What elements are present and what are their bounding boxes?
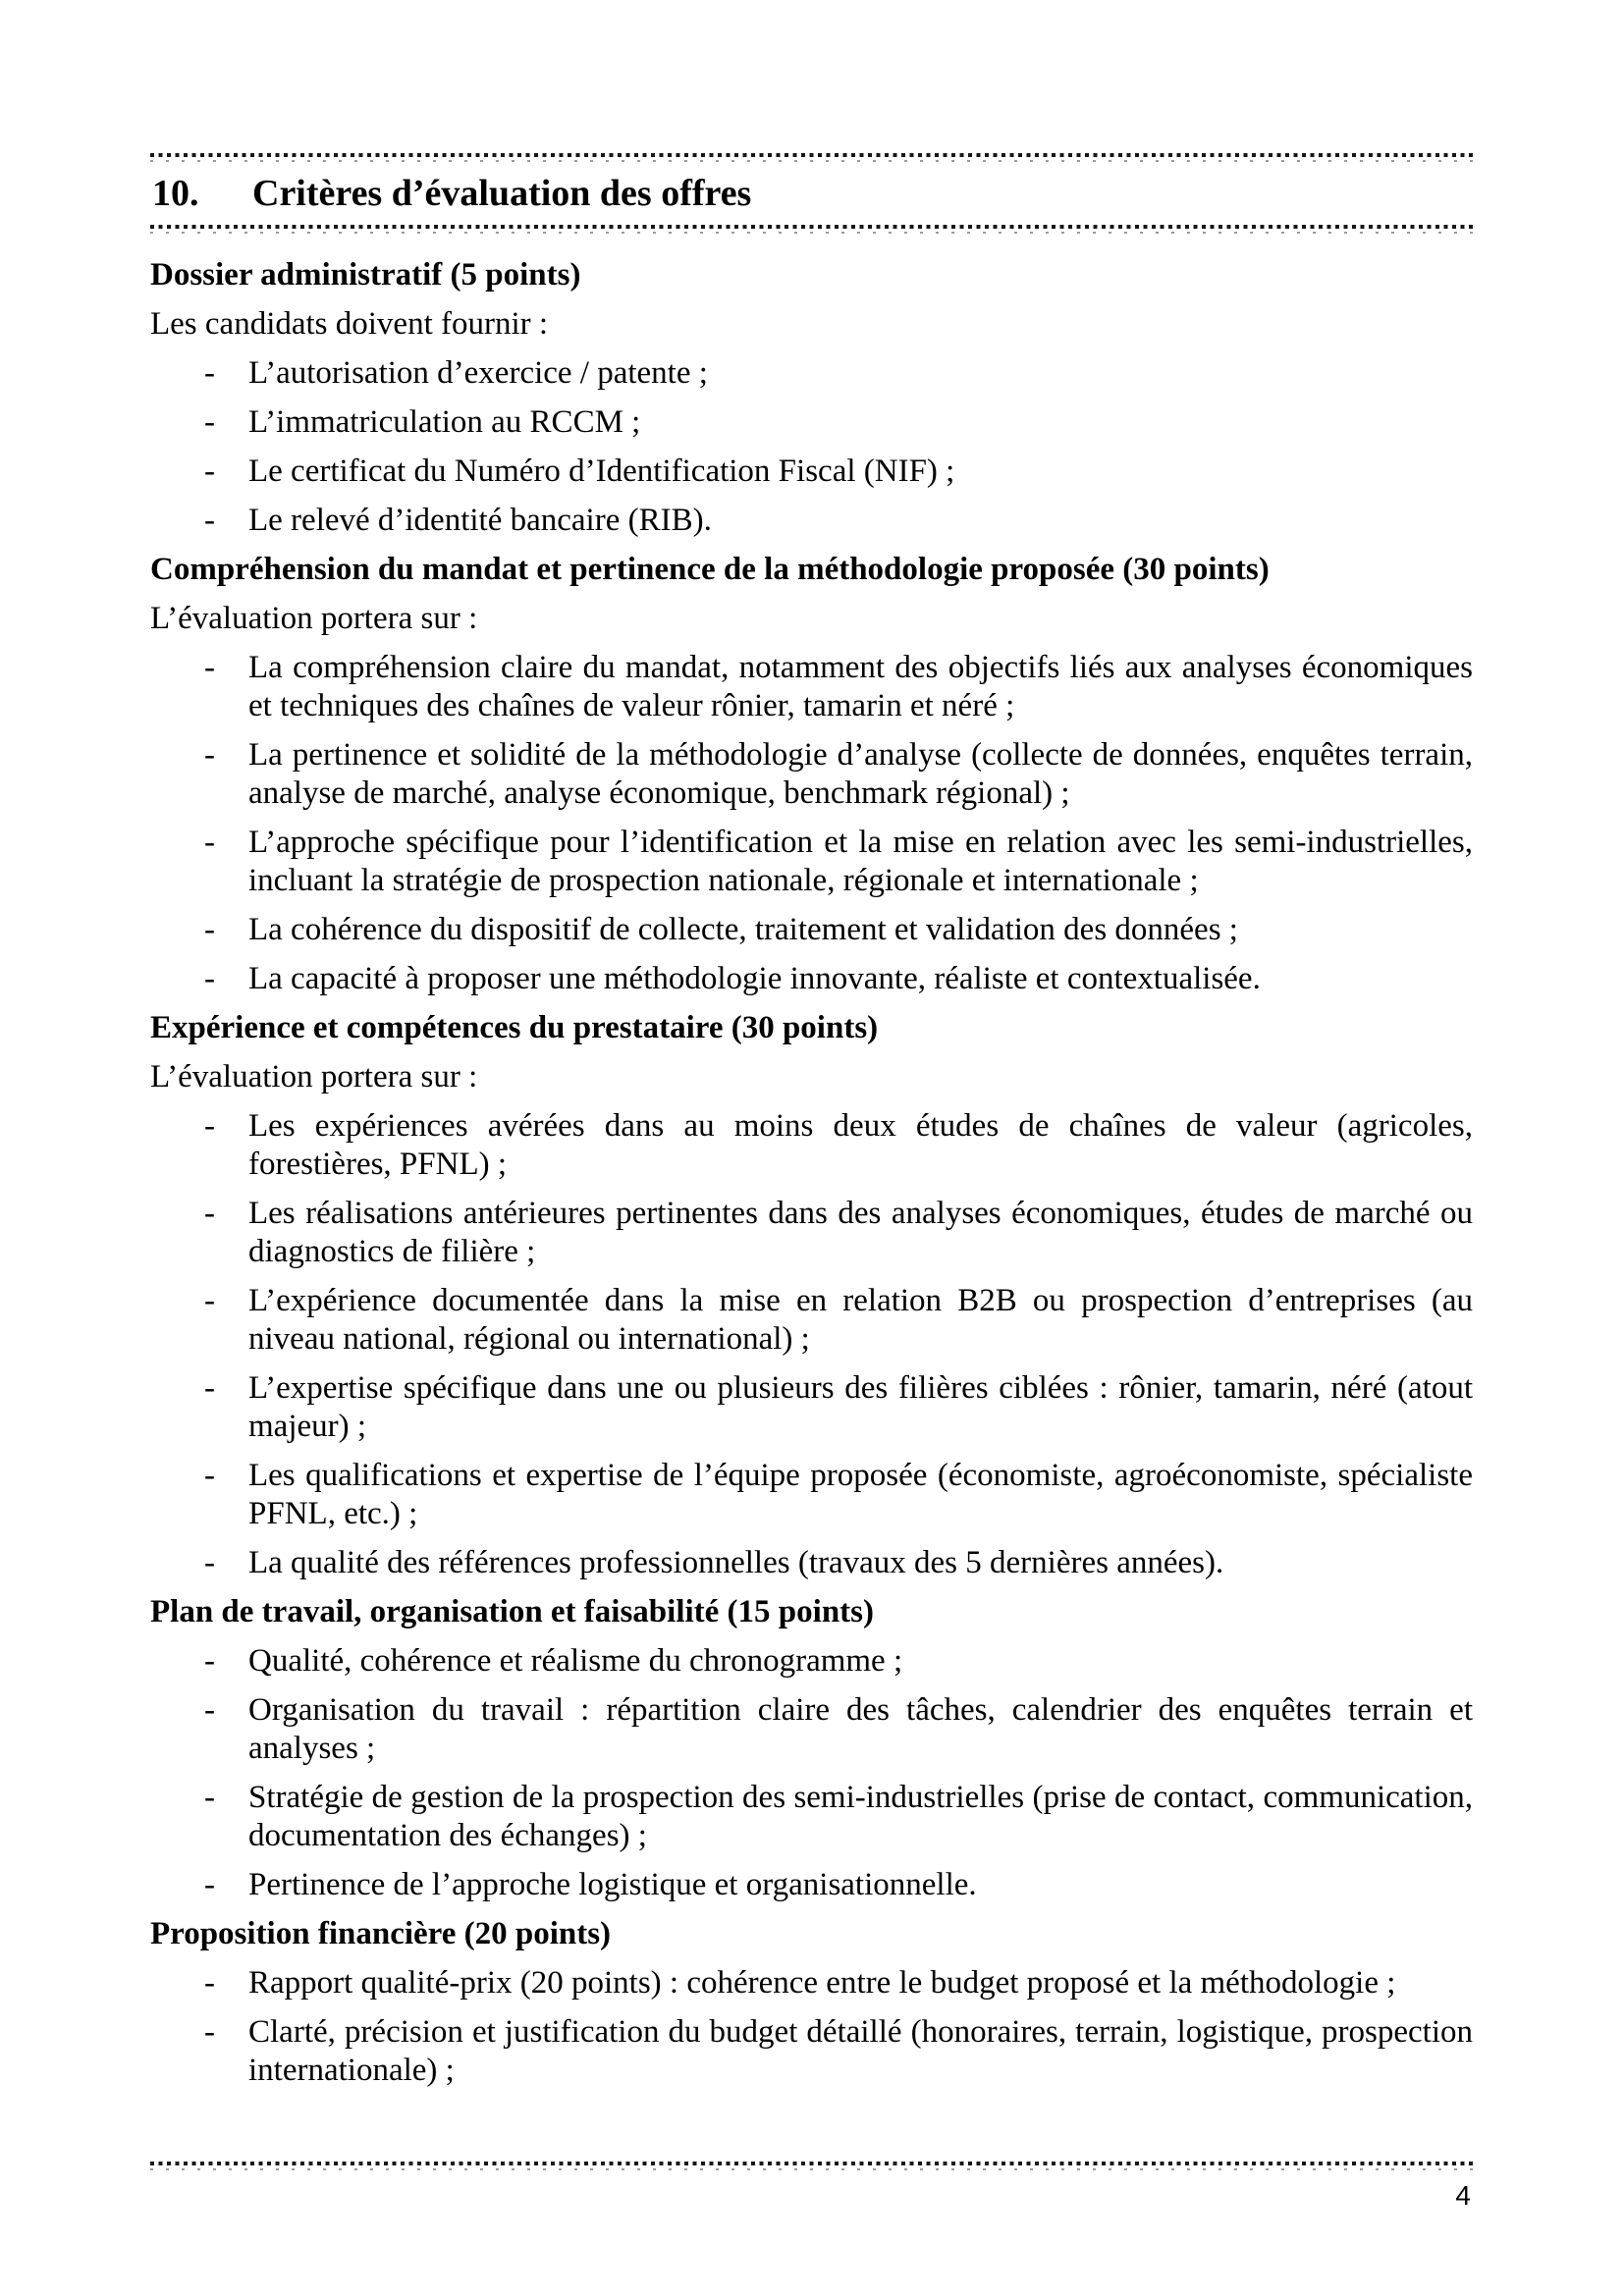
dash-bullet: - bbox=[204, 961, 215, 996]
section-dossier-administratif bbox=[150, 256, 1473, 540]
bullet-list bbox=[150, 1642, 1473, 1904]
list-item bbox=[150, 649, 1473, 725]
list-item-text: Les expériences avérées dans au moins deux études de chaînes de valeur (agricoles, forestières, PFNL) ; bbox=[248, 1108, 1473, 1182]
footer-divider bbox=[150, 2162, 1473, 2170]
dash-bullet: - bbox=[204, 1196, 215, 1231]
list-item-text: Les qualifications et expertise de l’équipe proposée (économiste, agroéconomiste, spécialiste PFNL, etc.) ; bbox=[248, 1458, 1473, 1531]
section-proposition-financiere bbox=[150, 1915, 1473, 2090]
dash-bullet: - bbox=[204, 1692, 215, 1728]
list-item bbox=[150, 1544, 1473, 1582]
dash-bullet: - bbox=[204, 1545, 215, 1580]
header-top-divider bbox=[150, 153, 1473, 162]
list-item-text: Rapport qualité-prix (20 points) : cohérence entre le budget proposé et la méthodologie ; bbox=[248, 1965, 1396, 2001]
bullet-list bbox=[150, 649, 1473, 998]
bullet-list bbox=[150, 1107, 1473, 1582]
list-item bbox=[150, 1642, 1473, 1681]
dash-bullet: - bbox=[204, 650, 215, 685]
list-item bbox=[150, 502, 1473, 540]
section-comprehension-mandat bbox=[150, 551, 1473, 998]
list-item-text: Le certificat du Numéro d’Identification Fiscal (NIF) ; bbox=[248, 454, 955, 489]
list-item bbox=[150, 1195, 1473, 1271]
section-intro: Les candidats doivent fournir : bbox=[150, 306, 549, 342]
section-intro: L’évaluation portera sur : bbox=[150, 601, 478, 636]
list-item bbox=[150, 911, 1473, 949]
dotted-line bbox=[150, 225, 1473, 229]
dash-bullet: - bbox=[204, 1780, 215, 1815]
dotted-line-faint bbox=[150, 2168, 1473, 2170]
dash-bullet: - bbox=[204, 1370, 215, 1406]
dash-bullet: - bbox=[204, 1643, 215, 1679]
page-number: 4 bbox=[1455, 2180, 1471, 2211]
page-footer bbox=[150, 2162, 1473, 2213]
list-item bbox=[150, 354, 1473, 393]
dash-bullet: - bbox=[204, 912, 215, 947]
dotted-line bbox=[150, 153, 1473, 157]
list-item-text: L’expertise spécifique dans une ou plusieurs des filières ciblées : rônier, tamarin, néré (atout majeur) ; bbox=[248, 1370, 1473, 1444]
list-item bbox=[150, 1964, 1473, 2002]
dash-bullet: - bbox=[204, 1283, 215, 1318]
section-heading: Plan de travail, organisation et faisabilité (15 points) bbox=[150, 1594, 874, 1629]
section-plan-de-travail bbox=[150, 1593, 1473, 1904]
section-heading: Dossier administratif (5 points) bbox=[150, 257, 581, 293]
dash-bullet: - bbox=[204, 454, 215, 489]
document-title-block bbox=[150, 153, 1473, 234]
list-item bbox=[150, 824, 1473, 900]
list-item bbox=[150, 403, 1473, 442]
dotted-line-faint bbox=[150, 160, 1473, 162]
dash-bullet: - bbox=[204, 404, 215, 440]
list-item-text: L’immatriculation au RCCM ; bbox=[248, 404, 641, 440]
section-experience-competences bbox=[150, 1009, 1473, 1582]
list-item-text: L’autorisation d’exercice / patente ; bbox=[248, 355, 708, 391]
list-item bbox=[150, 1107, 1473, 1184]
section-number: 10. bbox=[152, 173, 199, 214]
list-item bbox=[150, 1457, 1473, 1533]
dash-bullet: - bbox=[204, 2014, 215, 2050]
list-item-text: Les réalisations antérieures pertinentes dans des analyses économiques, études de marché ou diagnostics de filière ; bbox=[248, 1196, 1473, 1269]
dash-bullet: - bbox=[204, 825, 215, 860]
dash-bullet: - bbox=[204, 355, 215, 391]
list-item-text: Organisation du travail : répartition claire des tâches, calendrier des enquêtes terrain et analyses ; bbox=[248, 1692, 1473, 1766]
list-item-text: La pertinence et solidité de la méthodologie d’analyse (collecte de données, enquêtes terrain, analyse de marché, analyse économique, benchmark régional) ; bbox=[248, 737, 1473, 811]
dash-bullet: - bbox=[204, 1867, 215, 1902]
list-item bbox=[150, 1369, 1473, 1446]
dash-bullet: - bbox=[204, 1965, 215, 2001]
list-item-text: La compréhension claire du mandat, notamment des objectifs liés aux analyses économiques et techniques des chaînes de valeur rônier, tamarin et néré ; bbox=[248, 650, 1473, 723]
list-item bbox=[150, 1282, 1473, 1359]
list-item bbox=[150, 2013, 1473, 2090]
dash-bullet: - bbox=[204, 503, 215, 538]
list-item-text: La cohérence du dispositif de collecte, traitement et validation des données ; bbox=[248, 912, 1238, 947]
dotted-line bbox=[150, 2162, 1473, 2165]
list-item-text: Qualité, cohérence et réalisme du chronogramme ; bbox=[248, 1643, 903, 1679]
section-title: Critères d’évaluation des offres bbox=[252, 173, 752, 214]
dotted-line-faint bbox=[150, 232, 1473, 234]
list-item-text: Clarté, précision et justification du budget détaillé (honoraires, terrain, logistique, prospection internationale) ; bbox=[248, 2014, 1473, 2088]
section-intro: L’évaluation portera sur : bbox=[150, 1059, 478, 1095]
page-title bbox=[152, 171, 1473, 217]
document-body bbox=[150, 256, 1473, 2090]
dash-bullet: - bbox=[204, 1108, 215, 1144]
dash-bullet: - bbox=[204, 1458, 215, 1493]
list-item-text: La qualité des références professionnelles (travaux des 5 dernières années). bbox=[248, 1545, 1224, 1580]
list-item-text: Le relevé d’identité bancaire (RIB). bbox=[248, 503, 712, 538]
bullet-list bbox=[150, 1964, 1473, 2090]
list-item-text: Pertinence de l’approche logistique et organisationnelle. bbox=[248, 1867, 977, 1902]
section-heading: Expérience et compétences du prestataire (30 points) bbox=[150, 1010, 879, 1045]
list-item bbox=[150, 1691, 1473, 1768]
section-heading: Compréhension du mandat et pertinence de la méthodologie proposée (30 points) bbox=[150, 552, 1270, 587]
list-item bbox=[150, 1779, 1473, 1855]
bullet-list bbox=[150, 354, 1473, 540]
list-item bbox=[150, 453, 1473, 491]
section-heading: Proposition financière (20 points) bbox=[150, 1916, 612, 1951]
list-item bbox=[150, 1866, 1473, 1904]
dash-bullet: - bbox=[204, 737, 215, 773]
list-item bbox=[150, 736, 1473, 813]
list-item bbox=[150, 960, 1473, 998]
header-bottom-divider bbox=[150, 225, 1473, 234]
list-item-text: La capacité à proposer une méthodologie innovante, réaliste et contextualisée. bbox=[248, 961, 1261, 996]
list-item-text: L’approche spécifique pour l’identification et la mise en relation avec les semi-industrielles, incluant la stratégie de prospection nationale, régionale et internationale ; bbox=[248, 825, 1473, 898]
list-item-text: L’expérience documentée dans la mise en relation B2B ou prospection d’entreprises (au niveau national, régional ou international) ; bbox=[248, 1283, 1473, 1357]
list-item-text: Stratégie de gestion de la prospection des semi-industrielles (prise de contact, communication, documentation des échanges) ; bbox=[248, 1780, 1473, 1853]
